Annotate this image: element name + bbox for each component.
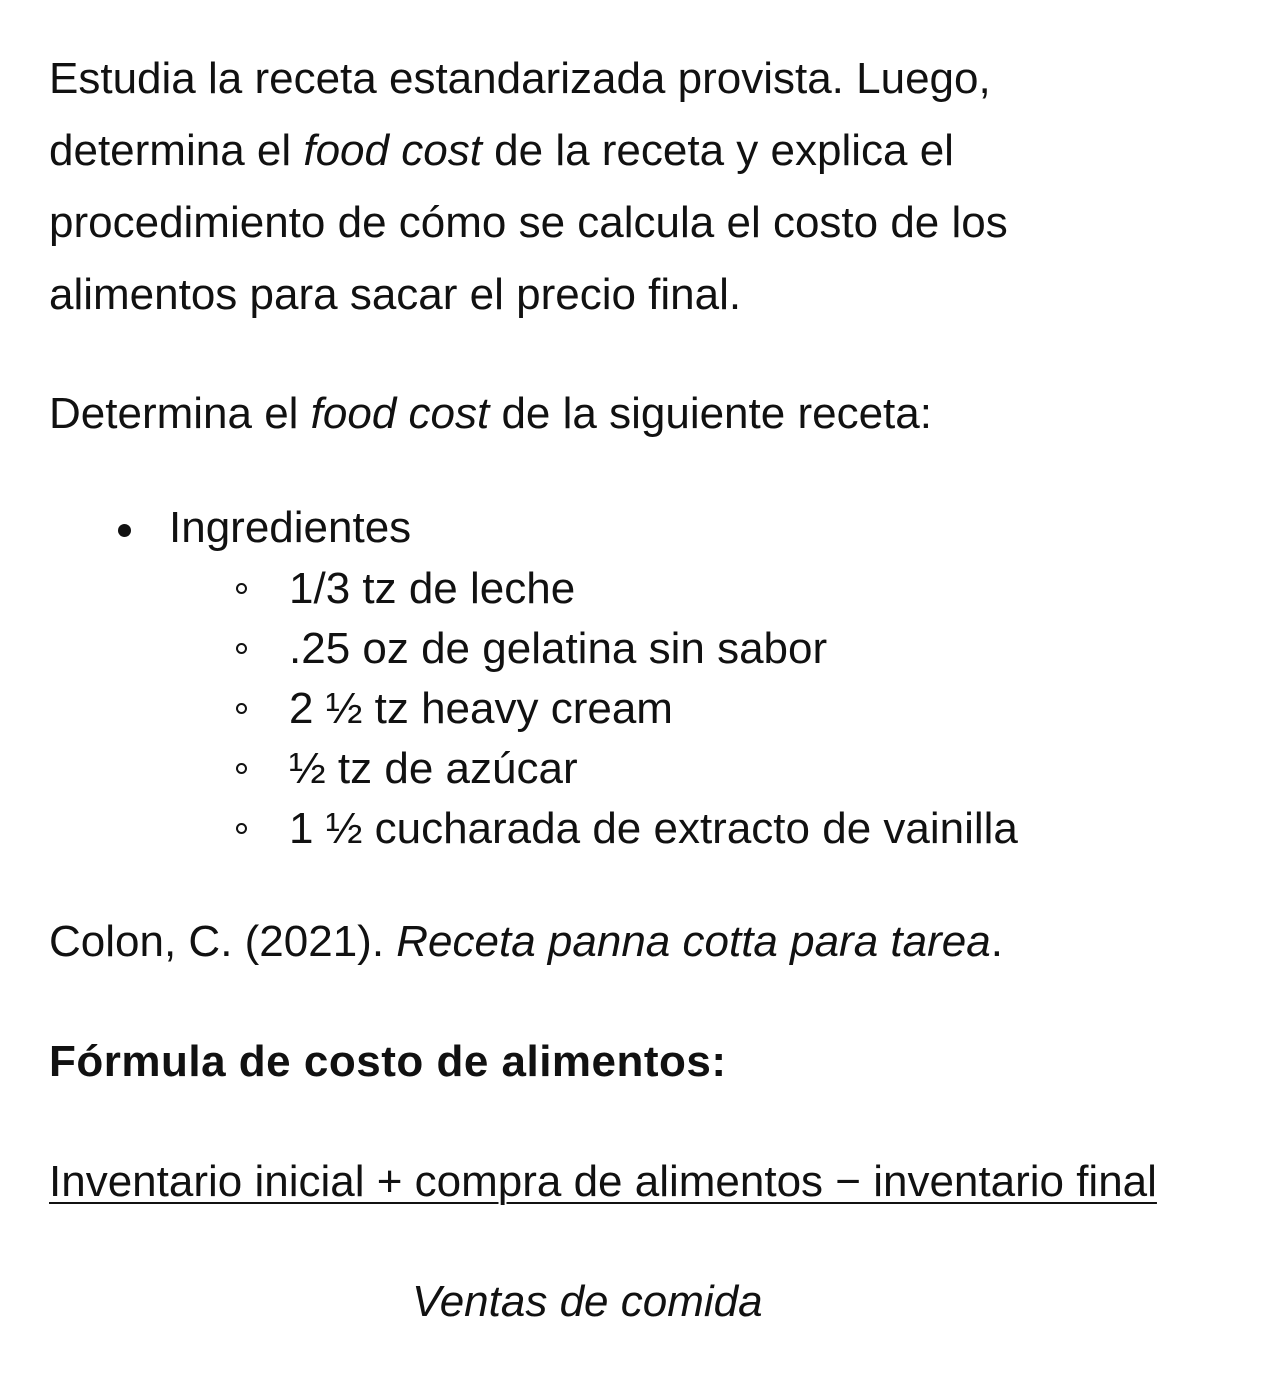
list-item-ingredients xyxy=(49,497,1199,559)
intro-paragraph xyxy=(49,43,1109,331)
determine-paragraph xyxy=(49,378,932,450)
ingredient-text: ½ tz de azúcar xyxy=(289,744,578,793)
citation-authors: Colon, C. (2021). xyxy=(49,917,397,966)
determine-text-start: Determina el xyxy=(49,389,311,438)
intro-text-end: de la receta y explica el procedimiento de cómo se calcula el costo de los alimentos para sacar el precio final. xyxy=(49,126,1008,319)
ingredient-item xyxy=(49,679,1199,739)
formula-denominator: Ventas de comida xyxy=(412,1277,763,1326)
ingredient-text: 2 ½ tz heavy cream xyxy=(289,684,673,733)
citation xyxy=(49,906,1003,978)
ingredients-list xyxy=(49,497,1199,859)
formula-heading: Fórmula de costo de alimentos: xyxy=(49,1037,727,1086)
ingredient-text: 1 ½ cucharada de extracto de vainilla xyxy=(289,804,1018,853)
ingredient-item xyxy=(49,799,1199,859)
hollow-bullet-icon xyxy=(236,763,247,774)
hollow-bullet-icon xyxy=(236,583,247,594)
hollow-bullet-icon xyxy=(236,703,247,714)
determine-text-end: de la siguiente receta: xyxy=(489,389,932,438)
ingredient-text: 1/3 tz de leche xyxy=(289,564,576,613)
ingredient-item xyxy=(49,739,1199,799)
bullet-icon xyxy=(118,524,131,537)
hollow-bullet-icon xyxy=(236,823,247,834)
intro-text-start: Estudia la receta estandarizada provista. Luego, determina el xyxy=(49,54,991,175)
ingredient-text: .25 oz de gelatina sin sabor xyxy=(289,624,828,673)
ingredients-heading: Ingredientes xyxy=(169,503,412,552)
citation-end: . xyxy=(990,917,1003,966)
formula-numerator: Inventario inicial + compra de alimentos − inventario final xyxy=(49,1157,1157,1206)
intro-food-cost-term: food cost xyxy=(303,126,482,175)
determine-food-cost-term: food cost xyxy=(310,389,490,438)
ingredient-item xyxy=(49,619,1199,679)
hollow-bullet-icon xyxy=(236,643,247,654)
citation-title: Receta panna cotta para tarea xyxy=(396,917,991,966)
ingredient-item xyxy=(49,559,1199,619)
